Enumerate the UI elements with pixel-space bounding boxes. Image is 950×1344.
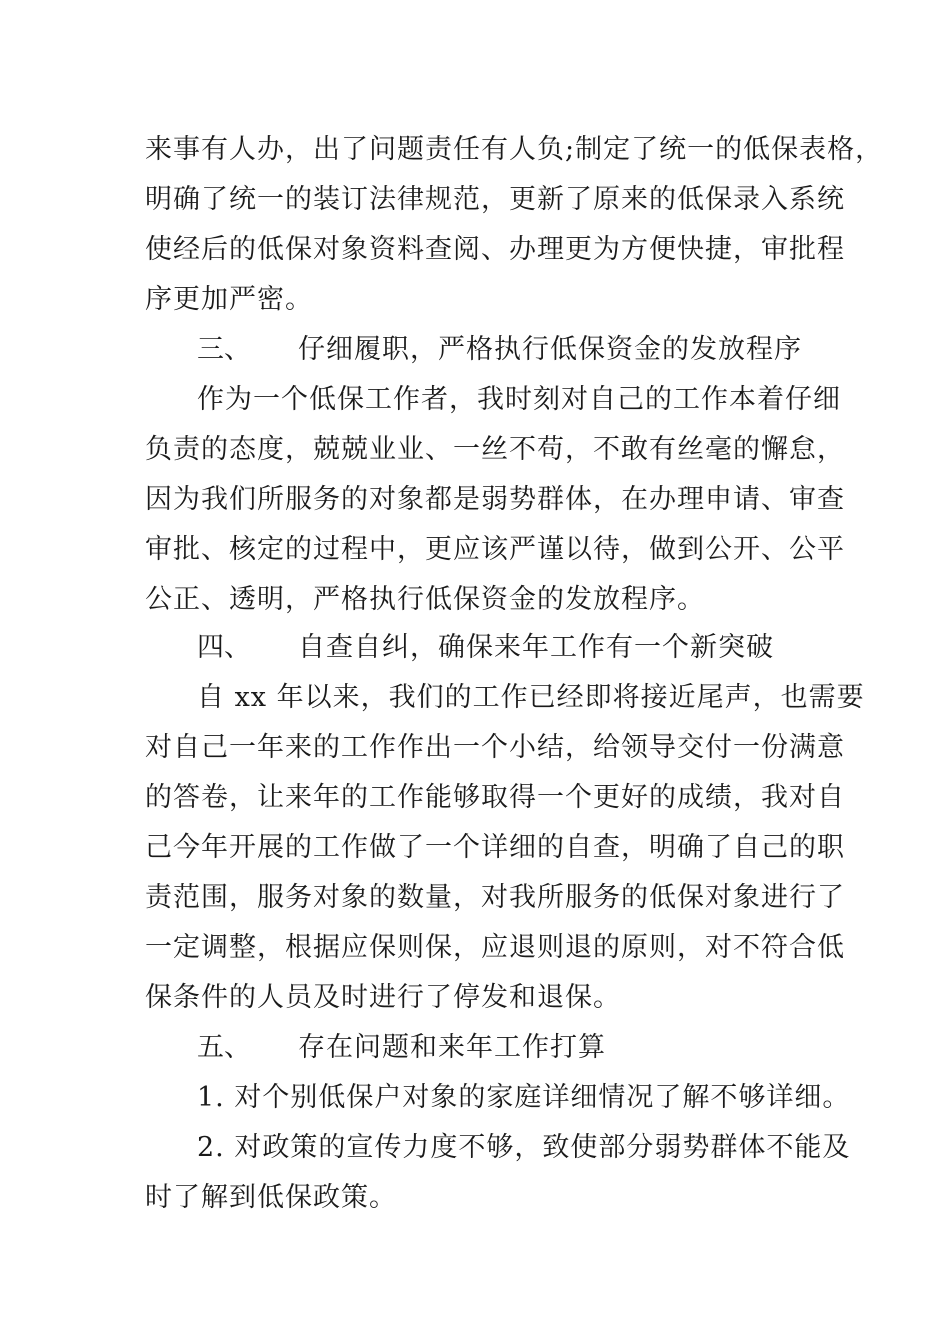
- section-title: 存在问题和来年工作打算: [298, 1032, 606, 1063]
- list-item: 1. 对个别低保户对象的家庭详细情况了解不够详细。: [197, 1082, 851, 1113]
- paragraph-line: 来事有人办，出了问题责任有人负;制定了统一的低保表格，: [145, 134, 884, 165]
- section-title: 自查自纠，确保来年工作有一个新突破: [298, 632, 774, 663]
- paragraph-line: 负责的态度，兢兢业业、一丝不苟，不敢有丝毫的懈怠，: [145, 434, 845, 465]
- paragraph-line: 对自己一年来的工作作出一个小结，给领导交付一份满意: [145, 732, 845, 763]
- paragraph-line: 责范围，服务对象的数量，对我所服务的低保对象进行了: [145, 882, 845, 913]
- section-number: 三、: [197, 334, 251, 365]
- paragraph-line: 序更加严密。: [145, 284, 313, 315]
- paragraph-line: 作为一个低保工作者，我时刻对自己的工作本着仔细: [197, 384, 841, 415]
- paragraph-line: 自 xx 年以来，我们的工作已经即将接近尾声，也需要: [197, 682, 865, 713]
- paragraph-line: 的答卷，让来年的工作能够取得一个更好的成绩，我对自: [145, 782, 845, 813]
- paragraph-line: 公正、透明，严格执行低保资金的发放程序。: [145, 584, 705, 615]
- list-item-continuation: 时了解到低保政策。: [145, 1182, 397, 1213]
- paragraph-line: 因为我们所服务的对象都是弱势群体，在办理申请、审查: [145, 484, 845, 515]
- section-title: 仔细履职，严格执行低保资金的发放程序: [298, 334, 802, 365]
- paragraph-line: 审批、核定的过程中，更应该严谨以待，做到公开、公平: [145, 534, 845, 565]
- paragraph-line: 一定调整，根据应保则保，应退则退的原则，对不符合低: [145, 932, 845, 963]
- section-number: 五、: [197, 1032, 251, 1063]
- paragraph-line: 使经后的低保对象资料查阅、办理更为方便快捷，审批程: [145, 234, 845, 265]
- section-number: 四、: [197, 632, 251, 663]
- paragraph-line: 己今年开展的工作做了一个详细的自查，明确了自己的职: [145, 832, 845, 863]
- paragraph-line: 明确了统一的装订法律规范，更新了原来的低保录入系统: [145, 184, 845, 215]
- list-item: 2. 对政策的宣传力度不够，致使部分弱势群体不能及: [197, 1132, 851, 1163]
- paragraph-line: 保条件的人员及时进行了停发和退保。: [145, 982, 621, 1013]
